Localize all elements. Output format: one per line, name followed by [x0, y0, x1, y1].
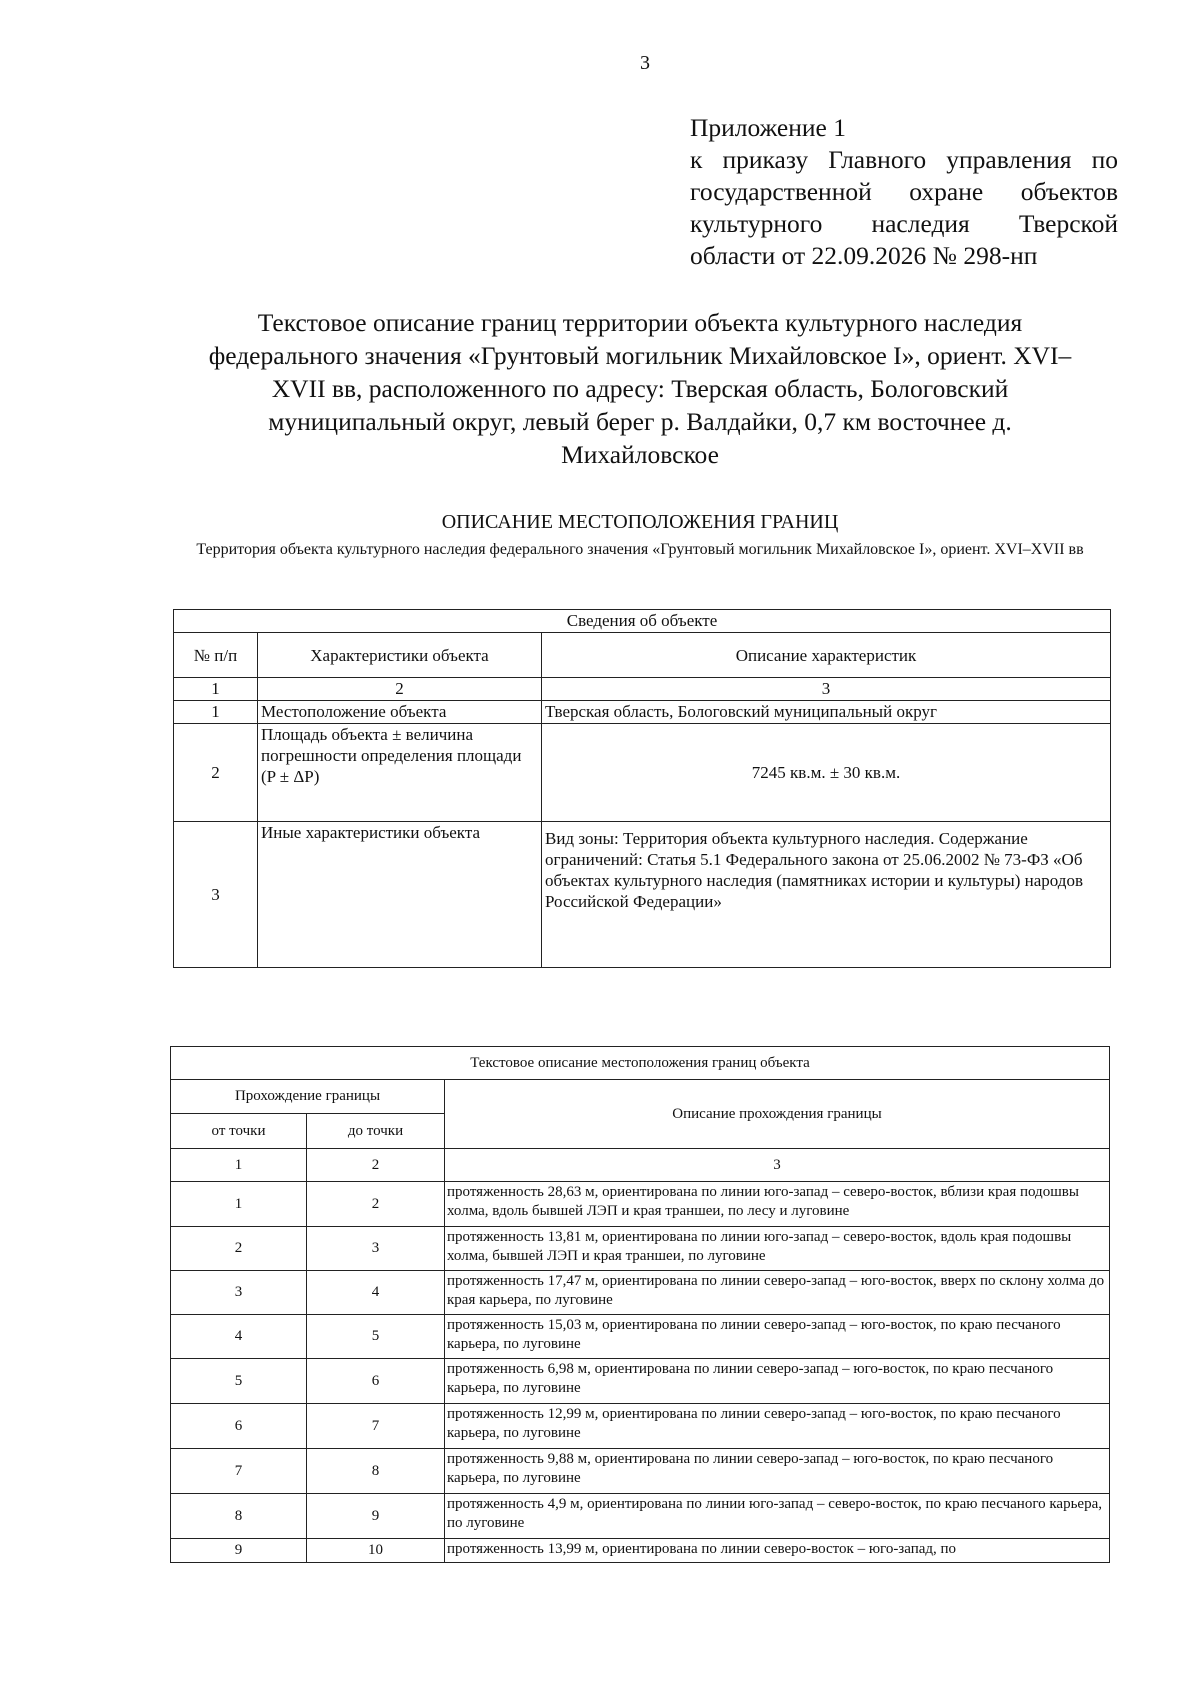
row-number: 1: [174, 701, 258, 724]
row-name: Площадь объекта ± величина погрешности определения площади (P ± ΔP): [258, 724, 542, 822]
page-number: 3: [640, 52, 650, 74]
from-point: 2: [171, 1227, 307, 1271]
row-description: 7245 кв.м. ± 30 кв.м.: [542, 724, 1111, 822]
col-number: 1: [174, 678, 258, 701]
from-point: 3: [171, 1271, 307, 1315]
table-row: [174, 724, 1111, 822]
boundary-description-table: [170, 1046, 1110, 1563]
table-row: [171, 1182, 1110, 1227]
to-point: 9: [307, 1494, 445, 1539]
from-point: 9: [171, 1539, 307, 1563]
to-point: 8: [307, 1449, 445, 1494]
section-subtitle: Территория объекта культурного наследия федерального значения «Грунтовый могильник Михайловское I», ориент. XVI–XVII вв: [196, 541, 1084, 558]
from-point: 8: [171, 1494, 307, 1539]
appendix-block: [690, 112, 1118, 272]
table-row: [171, 1227, 1110, 1271]
table-row: [171, 1315, 1110, 1359]
col-number: 2: [307, 1149, 445, 1182]
header-description: Описание характеристик: [542, 633, 1111, 678]
document-title: Текстовое описание границ территории объекта культурного наследия федерального значения «Грунтовый могильник Михайловское I», ориент. XVI–XVII вв, расположенного по адресу: Тверская область, Бологовский муниципальный округ, левый берег р. Валдайки, 0,7 км восточнее д. Михайловское: [208, 308, 1072, 469]
row-description: Вид зоны: Территория объекта культурного наследия. Содержание ограничений: Статья 5.1 Федерального закона от 25.06.2002 № 73-ФЗ «Об объектах культурного наследия (памятниках истории и культуры) народов Российской Федерации»: [542, 822, 1111, 968]
to-point: 7: [307, 1404, 445, 1449]
col-number: 2: [258, 678, 542, 701]
header-from-point: от точки: [171, 1114, 307, 1149]
table-row: [171, 1449, 1110, 1494]
to-point: 5: [307, 1315, 445, 1359]
boundary-description: протяженность 12,99 м, ориентирована по линии северо-запад – юго-восток, по краю песчаного карьера, по луговине: [445, 1404, 1110, 1449]
row-number: 3: [174, 822, 258, 968]
header-to-point: до точки: [307, 1114, 445, 1149]
row-description: Тверская область, Бологовский муниципальный округ: [542, 701, 1111, 724]
to-point: 10: [307, 1539, 445, 1563]
boundary-description: протяженность 15,03 м, ориентирована по линии северо-запад – юго-восток, по краю песчаного карьера, по луговине: [445, 1315, 1110, 1359]
boundary-description: протяженность 6,98 м, ориентирована по линии северо-запад – юго-восток, по краю песчаного карьера, по луговине: [445, 1359, 1110, 1404]
col-number: 1: [171, 1149, 307, 1182]
row-name: Иные характеристики объекта: [258, 822, 542, 968]
boundary-description: протяженность 13,99 м, ориентирована по линии северо-восток – юго-запад, по: [445, 1539, 1110, 1563]
boundary-description: протяженность 28,63 м, ориентирована по линии юго-запад – северо-восток, вблизи края подошвы холма, вдоль бывшей ЛЭП и края траншеи, по лесу и луговине: [445, 1182, 1110, 1227]
row-number: 2: [174, 724, 258, 822]
to-point: 2: [307, 1182, 445, 1227]
from-point: 1: [171, 1182, 307, 1227]
boundary-table-caption: Текстовое описание местоположения границ объекта: [171, 1047, 1110, 1080]
to-point: 4: [307, 1271, 445, 1315]
from-point: 6: [171, 1404, 307, 1449]
from-point: 5: [171, 1359, 307, 1404]
table-row: [171, 1494, 1110, 1539]
table-row: [174, 822, 1111, 968]
boundary-description: протяженность 9,88 м, ориентирована по линии северо-запад – юго-восток, по краю песчаного карьера, по луговине: [445, 1449, 1110, 1494]
header-boundary-description: Описание прохождения границы: [445, 1080, 1110, 1149]
appendix-body: к приказу Главного управления по государственной охране объектов культурного наследия Тверской области от 22.09.2026 № 298-нп: [690, 145, 1118, 270]
table-row: [174, 701, 1111, 724]
header-boundary-passage: Прохождение границы: [171, 1080, 445, 1114]
section-title: ОПИСАНИЕ МЕСТОПОЛОЖЕНИЯ ГРАНИЦ: [441, 511, 839, 533]
table-row: [171, 1404, 1110, 1449]
boundary-description: протяженность 17,47 м, ориентирована по линии северо-запад – юго-восток, вверх по склону холма до края карьера, по луговине: [445, 1271, 1110, 1315]
from-point: 7: [171, 1449, 307, 1494]
appendix-title: Приложение 1: [690, 113, 846, 142]
header-number: № п/п: [174, 633, 258, 678]
boundary-description: протяженность 13,81 м, ориентирована по линии юго-запад – северо-восток, вдоль края подошвы холма, бывшей ЛЭП и края траншеи, по луговине: [445, 1227, 1110, 1271]
boundary-description: протяженность 4,9 м, ориентирована по линии юго-запад – северо-восток, по краю песчаного карьера, по луговине: [445, 1494, 1110, 1539]
header-characteristics: Характеристики объекта: [258, 633, 542, 678]
from-point: 4: [171, 1315, 307, 1359]
row-name: Местоположение объекта: [258, 701, 542, 724]
table-row: [171, 1359, 1110, 1404]
object-table-caption: Сведения об объекте: [174, 610, 1111, 633]
to-point: 6: [307, 1359, 445, 1404]
to-point: 3: [307, 1227, 445, 1271]
col-number: 3: [445, 1149, 1110, 1182]
table-row: [171, 1539, 1110, 1563]
object-info-table: [173, 609, 1111, 968]
table-row: [171, 1271, 1110, 1315]
col-number: 3: [542, 678, 1111, 701]
